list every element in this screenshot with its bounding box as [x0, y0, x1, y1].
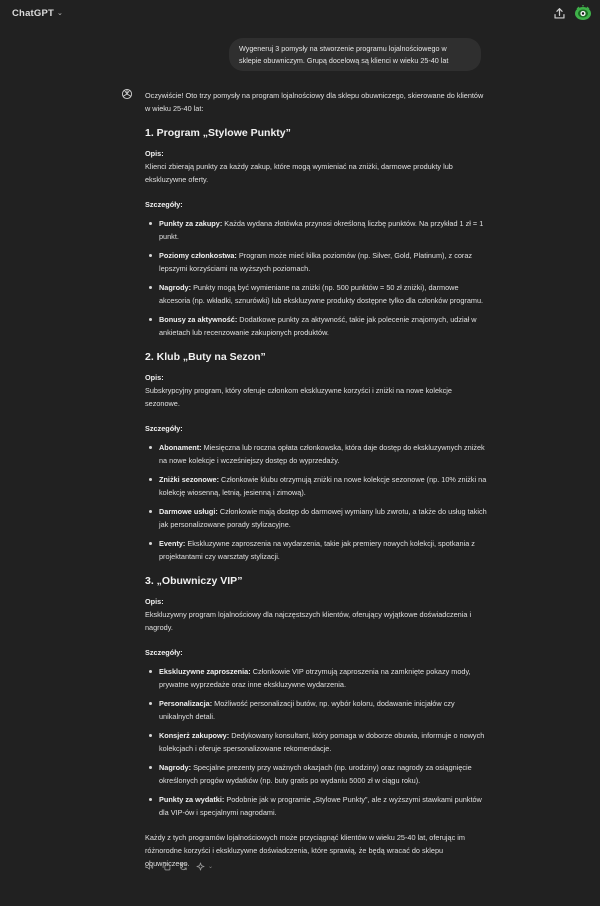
response-intro: Oczywiście! Oto trzy pomysły na program lojalnościowy dla sklepu obuwniczego, skierowane do klientów w wieku 25-40 lat: — [145, 91, 484, 113]
program-3-details — [145, 665, 488, 819]
list-item: Nagrody: Punkty mogą być wymieniane na zniżki (np. 500 punktów = 50 zł zniżki), darmowe akcesoria (np. wkładki, sznurówki) lub ekskluzywne produkty dostępne tylko dla członków programu. — [145, 281, 488, 307]
list-item: Eventy: Ekskluzywne zaproszenia na wydarzenia, takie jak premiery nowych kolekcji, spotkania z projektantami czy warsztaty stylizacji. — [145, 537, 488, 563]
program-3-title: 3. „Obuwniczy VIP” — [145, 575, 243, 587]
model-selector[interactable] — [12, 8, 63, 19]
user-message-bubble — [229, 38, 481, 71]
program-1-details — [145, 217, 488, 339]
program-2-details-label: Szczegóły: — [145, 424, 183, 433]
program-3-details-label: Szczegóły: — [145, 648, 183, 657]
list-item: Darmowe usługi: Członkowie mają dostęp do darmowej wymiany lub zwrotu, a także do usług takich jak personalizowane porady stylizacyjne. — [145, 505, 488, 531]
program-2-details — [145, 441, 488, 563]
list-item: Bonusy za aktywność: Dodatkowe punkty za aktywność, takie jak polecenie znajomych, udział w ankietach lub recenzowanie zakupionych produktów. — [145, 313, 488, 339]
message-actions — [145, 860, 213, 872]
copy-icon[interactable] — [162, 862, 171, 871]
list-item: Personalizacja: Możliwość personalizacji butów, np. wybór koloru, dodawanie inicjałów czy unikalnych detali. — [145, 697, 488, 723]
list-item: Nagrody: Specjalne prezenty przy ważnych okazjach (np. urodziny) oraz nagrody za osiągnięcie określonych progów wydatków (np. buty gratis po wydaniu 5000 zł w ciągu roku). — [145, 761, 488, 787]
program-3-opis-label: Opis: — [145, 597, 164, 606]
chatgpt-logo-icon — [121, 88, 133, 100]
chevron-down-icon: ⌄ — [57, 10, 64, 17]
regenerate-icon[interactable] — [179, 862, 188, 871]
speaker-icon[interactable] — [145, 862, 154, 871]
response-outro: Każdy z tych programów lojalnościowych może przyciągnąć klientów w wieku 25-40 lat, oferując im różnorodne korzyści i ekskluzywne doświadczenia, które sprawią, że będą wracać do sklepu obuwniczego. — [145, 833, 465, 868]
user-message-text: Wygeneruj 3 pomysły na stworzenie programu lojalnościowego w sklepie obuwniczym. Grupą docelową są klienci w wieku 25-40 lat — [239, 44, 449, 65]
list-item: Konsjerż zakupowy: Dedykowany konsultant, który pomaga w doborze obuwia, informuje o nowych kolekcjach i oferuje spersonalizowane rekomendacje. — [145, 729, 488, 755]
program-1-details-label: Szczegóły: — [145, 200, 183, 209]
app-title: ChatGPT — [12, 8, 55, 19]
list-item: Punkty za wydatki: Podobnie jak w programie „Stylowe Punkty”, ale z wyższymi stawkami punktów dla VIP-ów i specjalnymi nagrodami. — [145, 793, 488, 819]
program-3-opis: Ekskluzywny program lojalnościowy dla najczęstszych klientów, oferujący wyjątkowe doświadczenia i nagrody. — [145, 610, 472, 632]
sparkle-icon[interactable] — [196, 862, 205, 871]
list-item: Poziomy członkostwa: Program może mieć kilka poziomów (np. Silver, Gold, Platinum), z coraz lepszymi korzyściami na wyższych poziomach. — [145, 249, 488, 275]
program-2-opis: Subskrypcyjny program, który oferuje członkom ekskluzywne korzyści i zniżki na nowe kolekcje sezonowe. — [145, 386, 452, 408]
top-bar — [0, 0, 600, 28]
avatar[interactable] — [574, 5, 592, 21]
program-1-title: 1. Program „Stylowe Punkty” — [145, 127, 291, 139]
list-item: Punkty za zakupy: Każda wydana złotówka przynosi określoną liczbę punktów. Na przykład 1 zł = 1 punkt. — [145, 217, 488, 243]
list-item: Zniżki sezonowe: Członkowie klubu otrzymują zniżki na nowe kolekcje sezonowe (np. 10% zniżki na kolekcję wiosenną, letnią, jesienną i zimową). — [145, 473, 488, 499]
program-2-title: 2. Klub „Buty na Sezon” — [145, 351, 266, 363]
program-2-opis-label: Opis: — [145, 373, 164, 382]
assistant-message — [145, 89, 488, 870]
program-1-opis-label: Opis: — [145, 149, 164, 158]
list-item: Ekskluzywne zaproszenia: Członkowie VIP otrzymują zaproszenia na zamknięte pokazy mody, prywatne wyprzedaże oraz inne ekskluzywne wydarzenia. — [145, 665, 488, 691]
list-item: Abonament: Miesięczna lub roczna opłata członkowska, która daje dostęp do ekskluzywnych zniżek na nowe kolekcje i wcześniejszy dostęp do wyprzedaży. — [145, 441, 488, 467]
chevron-down-icon[interactable]: ⌄ — [208, 863, 214, 870]
program-1-opis: Klienci zbierają punkty za każdy zakup, które mogą wymieniać na zniżki, darmowe produkty lub ekskluzywne oferty. — [145, 162, 453, 184]
share-icon[interactable] — [553, 7, 566, 20]
